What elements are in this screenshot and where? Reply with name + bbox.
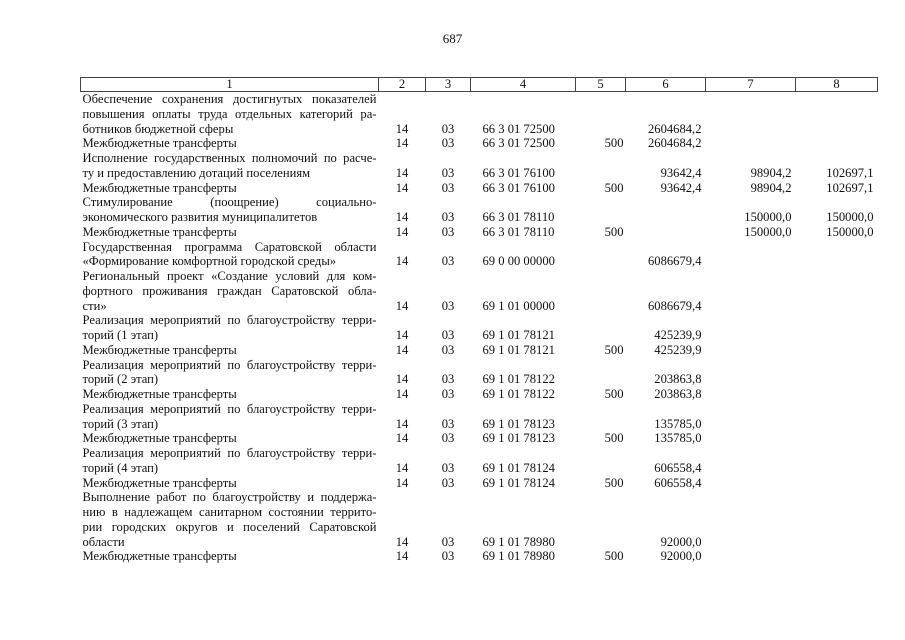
- amount-year-1: 93642,4: [660, 165, 702, 180]
- amount-year-1: 6086679,4: [647, 254, 702, 269]
- amount-year-2: [706, 240, 796, 270]
- section-code: 14: [395, 387, 409, 401]
- table-row: [81, 446, 878, 476]
- section-code: 14: [395, 431, 409, 446]
- description-line: торий (3 этап): [82, 416, 159, 431]
- expense-type-code: [576, 195, 626, 225]
- section-code: 14: [395, 165, 409, 180]
- row-description: [81, 195, 379, 225]
- row-description: [81, 490, 379, 549]
- target-article-code: 66 3 01 76100: [482, 180, 555, 195]
- amount-year-2: [706, 387, 796, 402]
- table-row: [81, 343, 878, 358]
- target-article-code: 69 1 01 78122: [482, 372, 555, 387]
- description-line: области: [82, 534, 125, 549]
- amount-year-1: 2604684,2: [647, 121, 702, 136]
- amount-year-1: 425239,9: [654, 342, 702, 357]
- expense-type-code: [576, 151, 626, 181]
- column-header-5: 5: [576, 78, 626, 92]
- column-header-2: 2: [379, 78, 426, 92]
- subsection-code: 03: [441, 180, 455, 195]
- page-number: 687: [442, 31, 463, 46]
- amount-year-2: [706, 431, 796, 446]
- expense-type-code: 500: [604, 549, 624, 564]
- row-description: [81, 269, 379, 313]
- subsection-code: 03: [441, 431, 455, 446]
- target-article-code: 66 3 01 76100: [482, 165, 555, 180]
- description-line: повышения оплаты труда отдельных категорий ра-: [82, 106, 377, 121]
- table-row: [81, 195, 878, 225]
- column-header-3: 3: [426, 78, 471, 92]
- description-line: Межбюджетные трансферты: [82, 549, 237, 564]
- amount-year-1: 135785,0: [654, 431, 702, 446]
- amount-year-3: [796, 402, 878, 432]
- row-description: [81, 387, 379, 402]
- amount-year-2: 150000,0: [744, 224, 792, 239]
- row-description: [81, 313, 379, 343]
- amount-year-1: 135785,0: [654, 416, 702, 431]
- budget-table: [80, 77, 878, 564]
- expense-type-code: 500: [604, 387, 624, 401]
- section-code: 14: [395, 298, 409, 313]
- section-code: 14: [395, 328, 409, 342]
- amount-year-1: 606558,4: [654, 460, 702, 475]
- amount-year-3: [796, 387, 878, 402]
- amount-year-3: 150000,0: [826, 210, 874, 224]
- row-description: [81, 476, 379, 491]
- table-row: [81, 269, 878, 313]
- description-line: Межбюджетные трансферты: [82, 431, 237, 446]
- expense-type-code: [576, 240, 626, 270]
- amount-year-2: [706, 446, 796, 476]
- row-description: [81, 549, 379, 564]
- section-code: 14: [395, 534, 409, 549]
- subsection-code: 03: [441, 328, 455, 342]
- section-code: 14: [395, 210, 409, 224]
- header-row: [81, 78, 878, 92]
- amount-year-3: [796, 490, 878, 549]
- subsection-code: 03: [441, 298, 455, 313]
- description-line: Межбюджетные трансферты: [82, 342, 237, 357]
- expense-type-code: [576, 92, 626, 137]
- amount-year-3: [796, 446, 878, 476]
- amount-year-2: [706, 343, 796, 358]
- amount-year-3: [796, 269, 878, 313]
- row-description: [81, 402, 379, 432]
- description-line: фортного проживания граждан Саратовской обла-: [82, 283, 377, 298]
- expense-type-code: [576, 402, 626, 432]
- amount-year-3: [796, 136, 878, 151]
- target-article-code: 66 3 01 72500: [482, 121, 555, 136]
- expense-type-code: [576, 446, 626, 476]
- description-line: Реализация мероприятий по благоустройству терри-: [82, 313, 377, 328]
- subsection-code: 03: [441, 387, 455, 401]
- amount-year-3: [796, 240, 878, 270]
- description-line: ту и предоставлению дотаций поселениям: [82, 165, 311, 180]
- target-article-code: 66 3 01 72500: [482, 136, 555, 151]
- subsection-code: 03: [441, 534, 455, 549]
- amount-year-2: [706, 402, 796, 432]
- row-description: [81, 431, 379, 446]
- amount-year-1: 6086679,4: [647, 298, 702, 313]
- description-line: Стимулирование (поощрение) социально-: [82, 195, 377, 210]
- amount-year-1: [626, 195, 706, 225]
- expense-type-code: 500: [604, 136, 624, 151]
- table-row: [81, 240, 878, 270]
- table-row: [81, 151, 878, 181]
- subsection-code: 03: [441, 121, 455, 136]
- table-row: [81, 490, 878, 549]
- table-row: [81, 549, 878, 564]
- subsection-code: 03: [441, 210, 455, 224]
- description-line: Реализация мероприятий по благоустройству терри-: [82, 401, 377, 416]
- amount-year-1: 425239,9: [654, 328, 702, 342]
- expense-type-code: 500: [604, 342, 624, 357]
- section-code: 14: [395, 342, 409, 357]
- subsection-code: 03: [441, 136, 455, 151]
- section-code: 14: [395, 254, 409, 269]
- target-article-code: 69 1 01 78124: [482, 475, 555, 490]
- row-description: [81, 225, 379, 240]
- description-line: Государственная программа Саратовской области: [82, 239, 377, 254]
- row-description: [81, 240, 379, 270]
- target-article-code: 69 1 01 78121: [482, 342, 555, 357]
- column-header-1: 1: [81, 78, 379, 92]
- amount-year-1: 92000,0: [660, 534, 702, 549]
- target-article-code: 69 0 00 00000: [482, 254, 555, 269]
- description-line: Межбюджетные трансферты: [82, 180, 237, 195]
- amount-year-3: 150000,0: [826, 224, 874, 239]
- description-line: Реализация мероприятий по благоустройству терри-: [82, 357, 377, 372]
- amount-year-2: 150000,0: [744, 210, 792, 224]
- description-line: сти»: [82, 298, 107, 313]
- expense-type-code: 500: [604, 224, 624, 239]
- section-code: 14: [395, 416, 409, 431]
- description-line: Реализация мероприятий по благоустройству терри-: [82, 446, 377, 460]
- subsection-code: 03: [441, 372, 455, 387]
- subsection-code: 03: [441, 460, 455, 475]
- row-description: [81, 92, 379, 137]
- target-article-code: 69 1 01 78980: [482, 534, 555, 549]
- amount-year-3: [796, 343, 878, 358]
- section-code: 14: [395, 121, 409, 136]
- table-row: [81, 225, 878, 240]
- expense-type-code: [576, 313, 626, 343]
- target-article-code: 66 3 01 78110: [482, 210, 555, 224]
- section-code: 14: [395, 136, 409, 151]
- row-description: [81, 136, 379, 151]
- amount-year-3: [796, 92, 878, 137]
- column-header-4: 4: [471, 78, 576, 92]
- column-header-6: 6: [626, 78, 706, 92]
- row-description: [81, 343, 379, 358]
- amount-year-3: [796, 358, 878, 388]
- target-article-code: 69 1 01 78123: [482, 431, 555, 446]
- expense-type-code: 500: [604, 475, 624, 490]
- table-row: [81, 136, 878, 151]
- description-line: экономического развития муниципалитетов: [82, 210, 318, 224]
- subsection-code: 03: [441, 549, 455, 564]
- subsection-code: 03: [441, 475, 455, 490]
- description-line: торий (2 этап): [82, 372, 159, 387]
- amount-year-2: [706, 136, 796, 151]
- subsection-code: 03: [441, 224, 455, 239]
- amount-year-3: [796, 549, 878, 564]
- expense-type-code: [576, 490, 626, 549]
- expense-type-code: 500: [604, 431, 624, 446]
- target-article-code: 69 1 01 00000: [482, 298, 555, 313]
- amount-year-1: 606558,4: [654, 475, 702, 490]
- amount-year-3: [796, 313, 878, 343]
- table-row: [81, 387, 878, 402]
- amount-year-1: 93642,4: [660, 180, 702, 195]
- target-article-code: 69 1 01 78121: [482, 328, 555, 342]
- subsection-code: 03: [441, 165, 455, 180]
- description-line: ботников бюджетной сферы: [82, 121, 234, 136]
- column-header-7: 7: [706, 78, 796, 92]
- row-description: [81, 358, 379, 388]
- amount-year-2: [706, 549, 796, 564]
- description-line: нию в надлежащем санитарном состоянии террито-: [82, 505, 377, 519]
- table-row: [81, 92, 878, 137]
- amount-year-2: 98904,2: [750, 180, 792, 195]
- subsection-code: 03: [441, 342, 455, 357]
- target-article-code: 66 3 01 78110: [482, 224, 555, 239]
- table-row: [81, 313, 878, 343]
- expense-type-code: 500: [604, 180, 624, 195]
- section-code: 14: [395, 372, 409, 387]
- section-code: 14: [395, 224, 409, 239]
- amount-year-2: [706, 476, 796, 491]
- target-article-code: 69 1 01 78124: [482, 460, 555, 475]
- table-row: [81, 402, 878, 432]
- amount-year-3: 102697,1: [826, 180, 874, 195]
- row-description: [81, 446, 379, 476]
- description-line: Обеспечение сохранения достигнутых показателей: [82, 92, 377, 106]
- table-row: [81, 181, 878, 196]
- row-description: [81, 151, 379, 181]
- target-article-code: 69 1 01 78122: [482, 387, 555, 401]
- amount-year-1: 203863,8: [654, 387, 702, 401]
- target-article-code: 69 1 01 78980: [482, 549, 555, 564]
- description-line: Межбюджетные трансферты: [82, 224, 237, 239]
- section-code: 14: [395, 460, 409, 475]
- expense-type-code: [576, 358, 626, 388]
- description-line: Региональный проект «Создание условий для ком-: [82, 269, 377, 283]
- description-line: Межбюджетные трансферты: [82, 136, 237, 151]
- section-code: 14: [395, 180, 409, 195]
- amount-year-2: [706, 269, 796, 313]
- amount-year-3: 102697,1: [826, 165, 874, 180]
- amount-year-1: 92000,0: [660, 549, 702, 564]
- amount-year-2: [706, 490, 796, 549]
- description-line: «Формирование комфортной городской среды»: [82, 254, 337, 269]
- amount-year-2: 98904,2: [750, 165, 792, 180]
- amount-year-2: [706, 313, 796, 343]
- section-code: 14: [395, 549, 409, 564]
- row-description: [81, 181, 379, 196]
- subsection-code: 03: [441, 254, 455, 269]
- table-row: [81, 431, 878, 446]
- description-line: Выполнение работ по благоустройству и поддержа-: [82, 490, 377, 505]
- amount-year-3: [796, 431, 878, 446]
- amount-year-1: [626, 225, 706, 240]
- description-line: торий (1 этап): [82, 328, 159, 342]
- amount-year-2: [706, 358, 796, 388]
- target-article-code: 69 1 01 78123: [482, 416, 555, 431]
- amount-year-2: [706, 92, 796, 137]
- expense-type-code: [576, 269, 626, 313]
- amount-year-3: [796, 476, 878, 491]
- description-line: Межбюджетные трансферты: [82, 475, 237, 490]
- column-header-8: 8: [796, 78, 878, 92]
- subsection-code: 03: [441, 416, 455, 431]
- section-code: 14: [395, 475, 409, 490]
- table-row: [81, 476, 878, 491]
- description-line: рии городских округов и поселений Саратовской: [82, 519, 377, 534]
- description-line: торий (4 этап): [82, 460, 159, 475]
- amount-year-1: 2604684,2: [647, 136, 702, 151]
- table-row: [81, 358, 878, 388]
- amount-year-1: 203863,8: [654, 372, 702, 387]
- description-line: Межбюджетные трансферты: [82, 387, 237, 401]
- description-line: Исполнение государственных полномочий по расче-: [82, 151, 377, 165]
